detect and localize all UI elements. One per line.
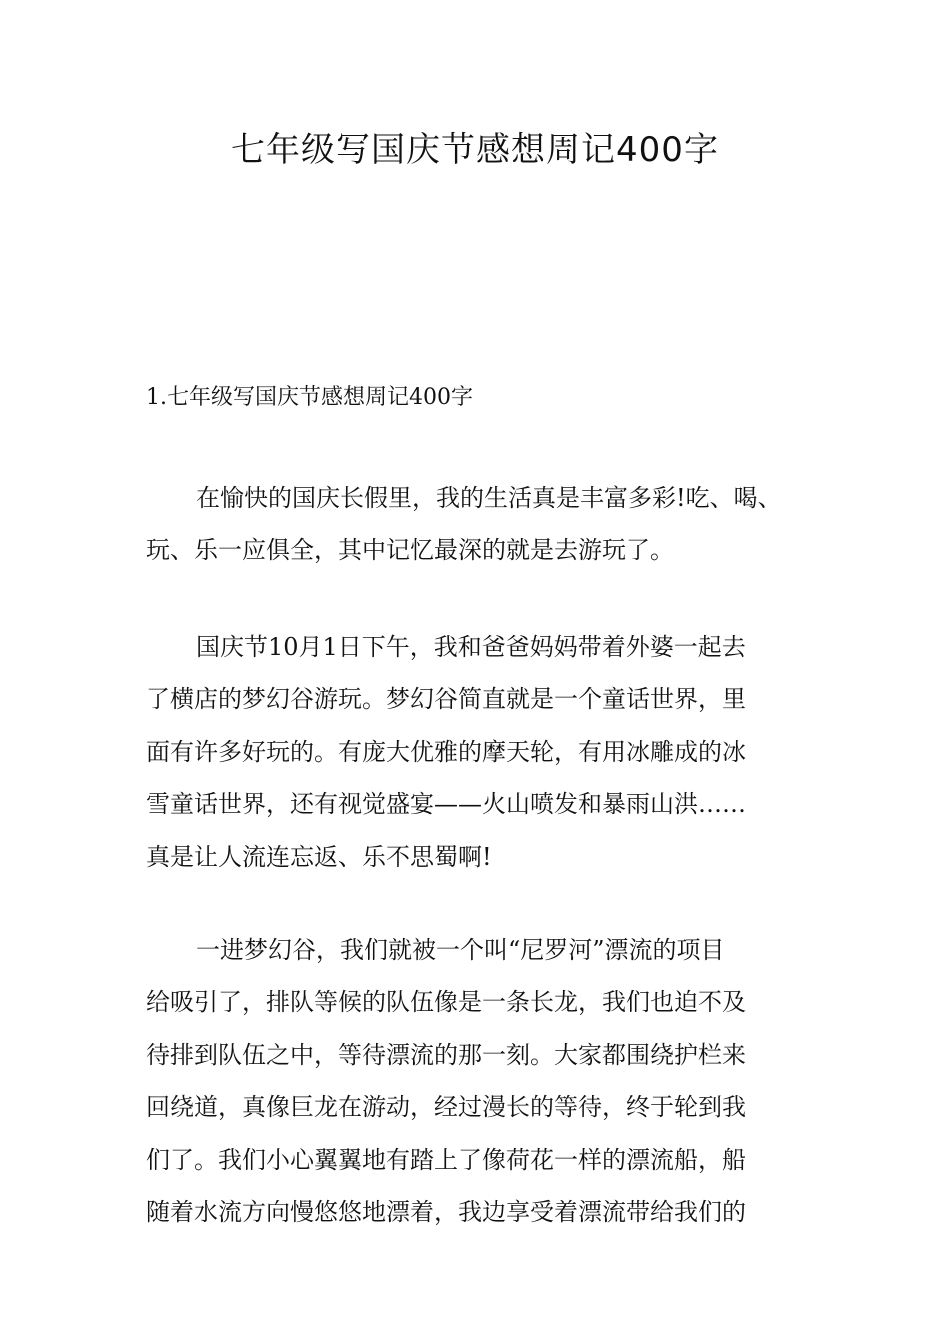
- paragraph-line: 真是让人流连忘返、乐不思蜀啊!: [146, 842, 492, 871]
- paragraph-line: 一进梦幻谷，我们就被一个叫“尼罗河”漂流的项目: [196, 936, 725, 964]
- paragraph-line: 玩、乐一应俱全，其中记忆最深的就是去游玩了。: [146, 536, 674, 565]
- paragraph-line: 国庆节10月1日下午，我和爸爸妈妈带着外婆一起去: [196, 633, 746, 661]
- paragraph-line: 待排到队伍之中，等待漂流的那一刻。大家都围绕护栏来: [146, 1040, 746, 1069]
- paragraph-3: [146, 924, 836, 1238]
- paragraph-2: [146, 621, 836, 883]
- paragraph-line: 们了。我们小心翼翼地有踏上了像荷花一样的漂流船，船: [146, 1145, 746, 1174]
- paragraph-line: 回绕道，真像巨龙在游动，经过漫长的等待，终于轮到我: [146, 1093, 746, 1122]
- paragraph-line: 随着水流方向慢悠悠地漂着，我边享受着漂流带给我们的: [146, 1197, 746, 1226]
- document-title: 七年级写国庆节感想周记400字: [231, 130, 719, 170]
- paragraph-line: 面有许多好玩的。有庞大优雅的摩天轮，有用冰雕成的冰: [146, 737, 746, 766]
- paragraph-line: 雪童话世界，还有视觉盛宴——火山喷发和暴雨山洪……: [146, 790, 746, 819]
- paragraph-line: 给吸引了，排队等候的队伍像是一条长龙，我们也迫不及: [146, 988, 746, 1017]
- paragraph-line: 了横店的梦幻谷游玩。梦幻谷简直就是一个童话世界，里: [146, 685, 746, 714]
- paragraph-1: [146, 472, 836, 577]
- section-heading: 1.七年级写国庆节感想周记400字: [146, 385, 473, 410]
- paragraph-line: 在愉快的国庆长假里，我的生活真是丰富多彩!吃、喝、: [196, 484, 782, 512]
